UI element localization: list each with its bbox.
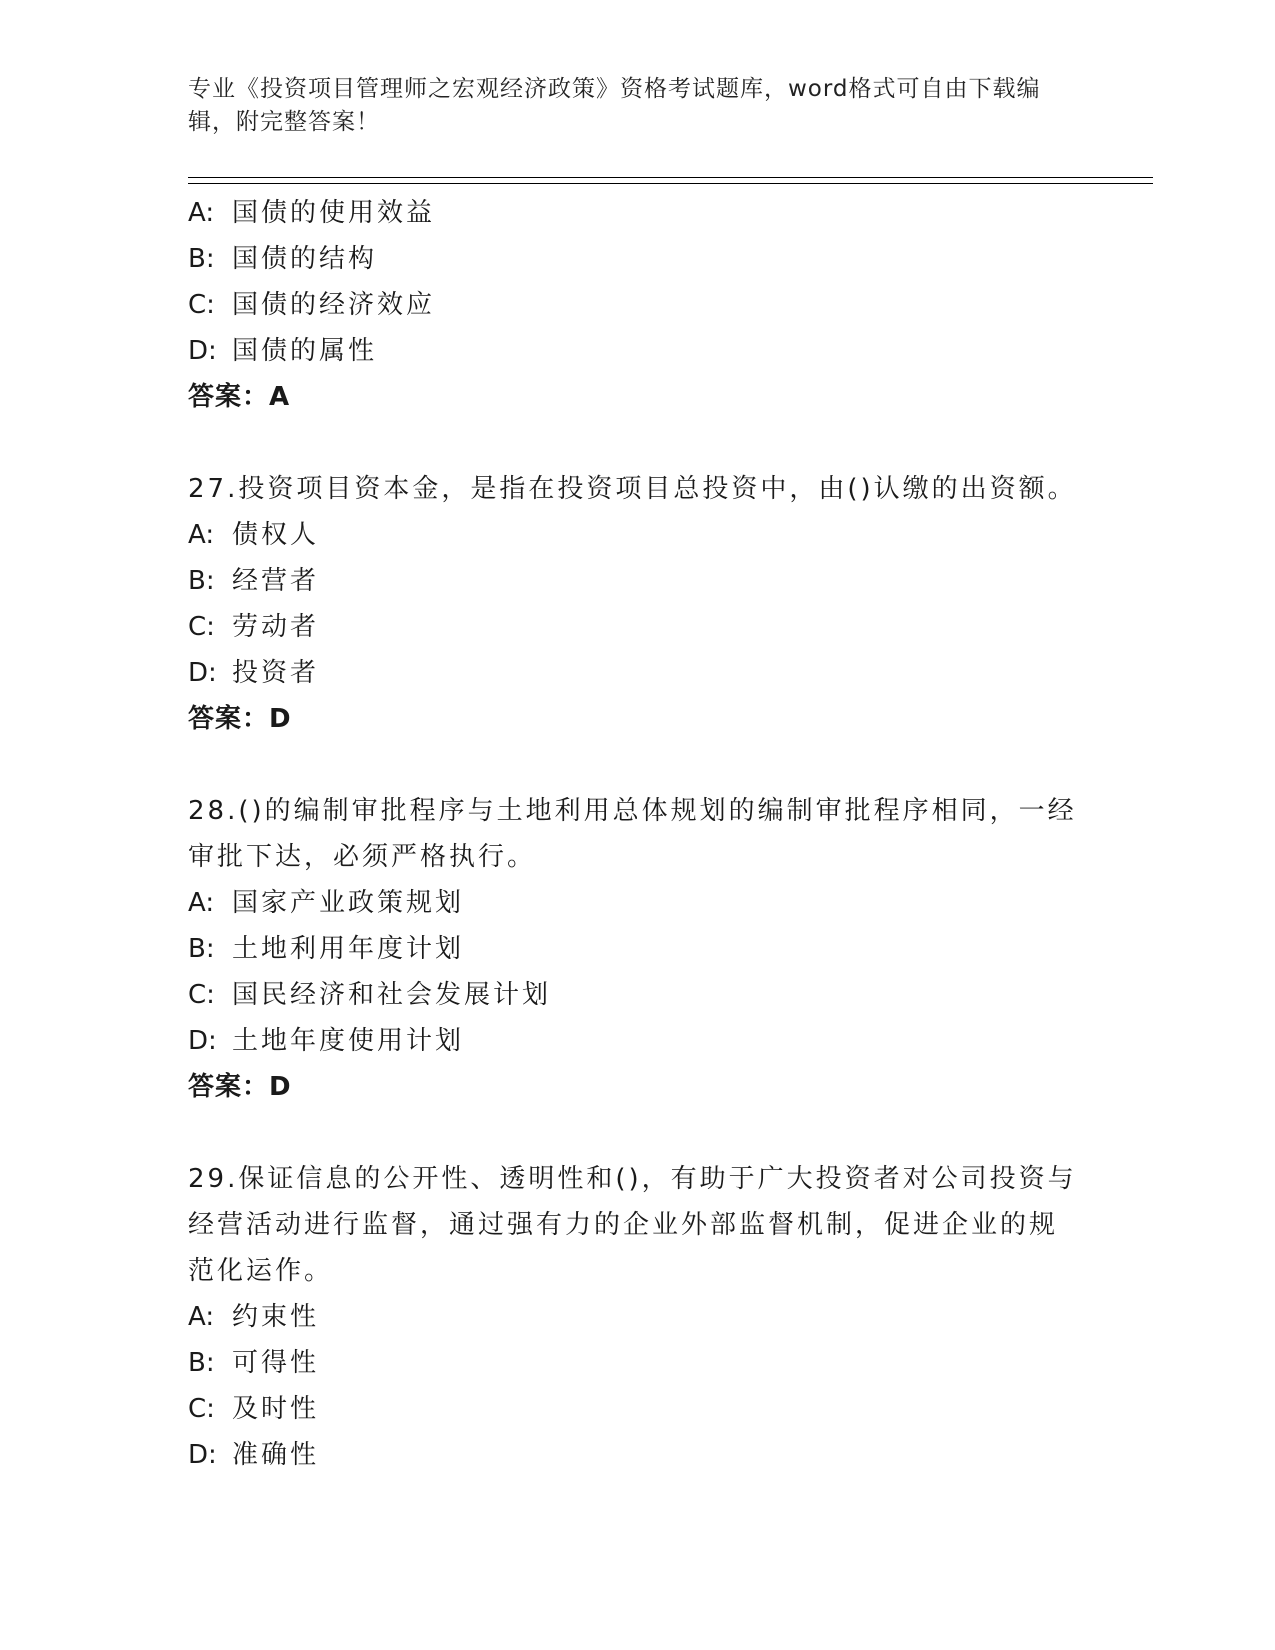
option-d: D: 国债的属性 [188, 336, 378, 366]
spacer [188, 742, 1088, 788]
answer-line: 答案：A [188, 382, 291, 412]
option-a: A: 债权人 [188, 520, 320, 550]
question-block-28 [188, 788, 1088, 1110]
option-b: B: 国债的结构 [188, 244, 378, 274]
option-c: C: 及时性 [188, 1394, 320, 1424]
option-c: C: 国债的经济效应 [188, 290, 436, 320]
question-block-26 [188, 190, 1088, 420]
document-header [188, 73, 1068, 139]
question-text-line-2: 经营活动进行监督，通过强有力的企业外部监督机制，促进企业的规 [188, 1210, 1059, 1240]
question-list [188, 190, 1088, 1478]
option-c: C: 国民经济和社会发展计划 [188, 980, 552, 1010]
option-b: B: 经营者 [188, 566, 320, 596]
answer-line: 答案：D [188, 704, 292, 734]
header-text: 专业《投资项目管理师之宏观经济政策》资格考试题库，word格式可自由下载编辑，附完整答案！ [188, 76, 1041, 135]
option-b: B: 可得性 [188, 1348, 320, 1378]
question-text: 27.投资项目资本金，是指在投资项目总投资中，由()认缴的出资额。 [188, 474, 1077, 504]
question-text-line-2: 审批下达，必须严格执行。 [188, 842, 537, 872]
option-d: D: 土地年度使用计划 [188, 1026, 465, 1056]
option-b: B: 土地利用年度计划 [188, 934, 465, 964]
question-text-line-1: 29.保证信息的公开性、透明性和()，有助于广大投资者对公司投资与 [188, 1164, 1077, 1194]
option-d: D: 准确性 [188, 1440, 320, 1470]
option-a: A: 国家产业政策规划 [188, 888, 465, 918]
option-d: D: 投资者 [188, 658, 320, 688]
header-rule-bottom [188, 183, 1153, 184]
option-a: A: 国债的使用效益 [188, 198, 436, 228]
question-text-line-1: 28.()的编制审批程序与土地利用总体规划的编制审批程序相同，一经 [188, 796, 1077, 826]
spacer [188, 420, 1088, 466]
question-block-29 [188, 1156, 1088, 1478]
question-block-27 [188, 466, 1088, 742]
spacer [188, 1110, 1088, 1156]
option-a: A: 约束性 [188, 1302, 320, 1332]
option-c: C: 劳动者 [188, 612, 320, 642]
answer-line: 答案：D [188, 1072, 292, 1102]
question-text-line-3: 范化运作。 [188, 1256, 334, 1286]
header-rule-top [188, 177, 1153, 178]
